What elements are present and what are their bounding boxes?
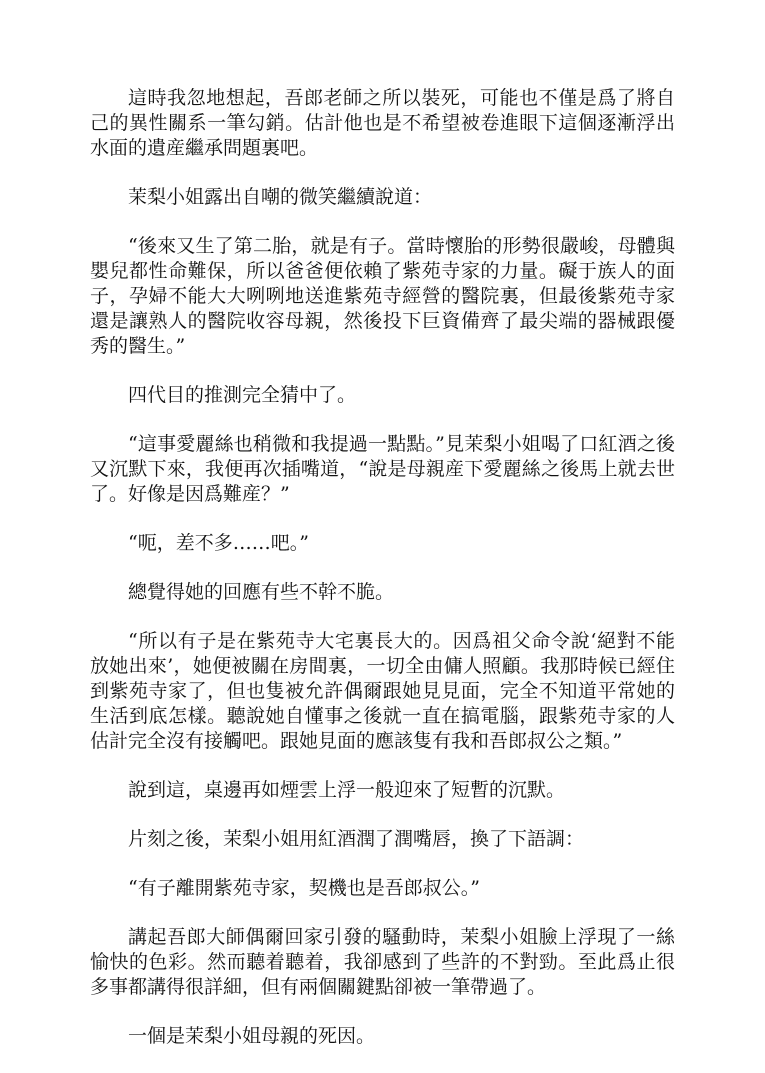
paragraph: 說到這，桌邊再如煙雲上浮一般迎來了短暫的沉默。: [128, 779, 566, 801]
paragraph: “所以有子是在紫苑寺大宅裏長大的。因爲祖父命令說‘絕對不能放她出來’，她便被關在房間裏，一切全由傭人照顧。我那時候已經住到紫苑寺家了，但也隻被允許偶爾跟她見見面，完全不知道平常她的生活到底怎樣。聽說她自懂事之後就一直在搞電腦，跟紫苑寺家的人估計完全沒有接觸吧。跟她見面的應該隻有我和吾郎叔公之類。”: [90, 630, 675, 752]
paragraph: 茉梨小姐露出自嘲的微笑繼續說道：: [128, 186, 433, 208]
paragraph: “這事愛麗絲也稍微和我提過一點點。”見茉梨小姐喝了口紅酒之後又沉默下來，我便再次插嘴道，“說是母親産下愛麗絲之後馬上就去世了。好像是因爲難産？”: [90, 433, 675, 505]
paragraph: 這時我忽地想起，吾郎老師之所以裝死，可能也不僅是爲了將自己的異性關系一筆勾銷。估計他也是不希望被卷進眼下這個逐漸浮出水面的遺産繼承問題裏吧。: [90, 87, 675, 159]
paragraph: “有子離開紫苑寺家，契機也是吾郎叔公。”: [128, 877, 480, 899]
paragraph: “後來又生了第二胎，就是有子。當時懷胎的形勢很嚴峻，母體與嬰兒都性命難保，所以爸爸便依賴了紫苑寺家的力量。礙于族人的面子，孕婦不能大大咧咧地送進紫苑寺經營的醫院裏，但最後紫苑寺家還是讓熟人的醫院收容母親，然後投下巨資備齊了最尖端的器械跟優秀的醫生。”: [90, 235, 675, 357]
paragraph: 片刻之後，茉梨小姐用紅酒潤了潤嘴唇，換了下語調：: [128, 828, 585, 850]
paragraph: “呃，差不多……吧。”: [128, 532, 309, 554]
paragraph: 講起吾郎大師偶爾回家引發的騷動時，茉梨小姐臉上浮現了一絲愉快的色彩。然而聽着聽着，我卻感到了些許的不對勁。至此爲止很多事都講得很詳細，但有兩個關鍵點卻被一筆帶過了。: [90, 926, 675, 998]
paragraph: 一個是茉梨小姐母親的死因。: [128, 1025, 376, 1047]
paragraph: 四代目的推測完全猜中了。: [128, 384, 357, 406]
paragraph: 總覺得她的回應有些不幹不脆。: [128, 581, 395, 603]
document-page: [90, 86, 675, 1073]
